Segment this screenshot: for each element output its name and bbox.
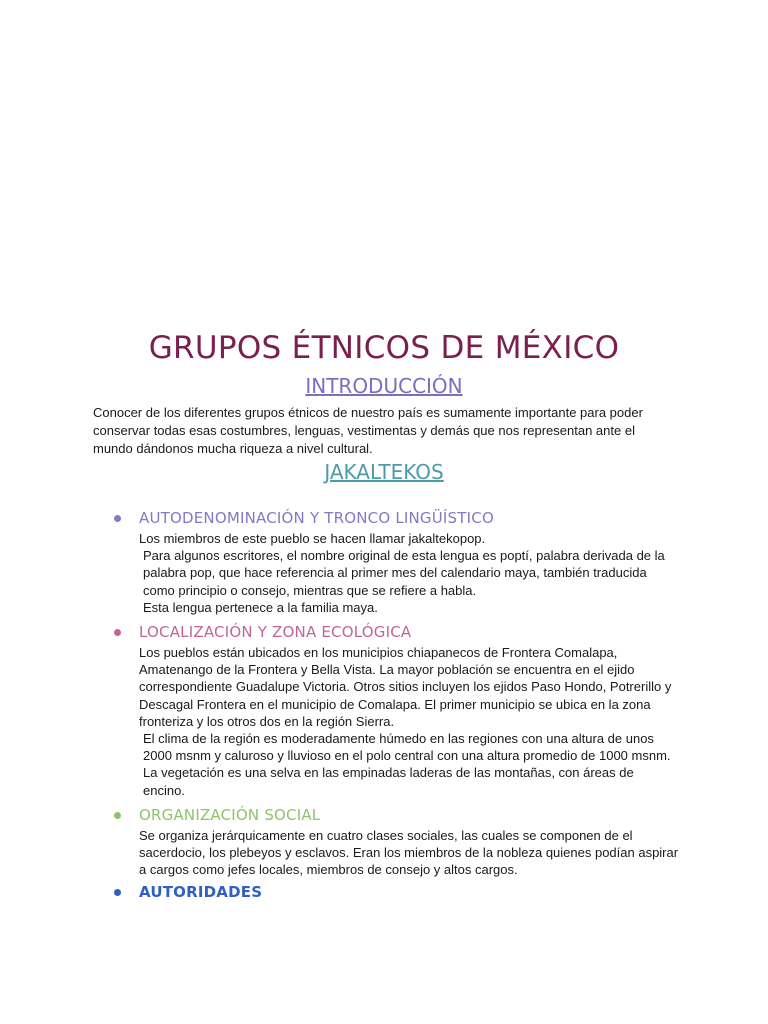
section-heading: JAKALTEKOS (324, 460, 444, 484)
item-paragraph: Esta lengua pertenece a la familia maya. (143, 599, 378, 615)
page-title: GRUPOS ÉTNICOS DE MÉXICO (148, 330, 620, 366)
item-body (139, 644, 679, 799)
item-title: ORGANIZACIÓN SOCIAL (139, 806, 321, 824)
item-title: LOCALIZACIÓN Y ZONA ECOLÓGICA (139, 623, 412, 641)
bullet-icon (114, 812, 121, 819)
intro-heading: INTRODUCCIÓN (305, 374, 463, 398)
intro-paragraph: Conocer de los diferentes grupos étnicos de nuestro país es sumamente importante para poder conservar todas esas costumbres, lenguas, vestimentas y demás que nos representan ante el mundo dándonos mucha riqueza a nivel cultural. (93, 405, 643, 456)
item-paragraph: Se organiza jerárquicamente en cuatro clases sociales, las cuales se componen de el sacerdocio, los plebeyos y esclavos. Eran los miembros de la nobleza quienes podían aspirar a cargos como jefes locales, miembros de consejo y altos cargos. (139, 828, 679, 878)
item-paragraph: Los pueblos están ubicados en los municipios chiapanecos de Frontera Comalapa, Amatenango de la Frontera y Bella Vista. La mayor población se encuentra en el ejido correspondiente Guadalupe Victoria. Otros sitios incluyen los ejidos Paso Hondo, Potrerillo y Descagal Frontera en el municipio de Comalapa. El primer municipio se ubica en la zona fronteriza y los otros dos en la región Sierra. (139, 645, 672, 729)
item-body (139, 827, 679, 879)
item-paragraph: Para algunos escritores, el nombre original de esta lengua es poptí, palabra derivada de la palabra pop, que hace referencia al primer mes del calendario maya, también traducida como principio o consejo, mientras que se refiere a habla. (143, 548, 665, 598)
bullet-icon (114, 515, 121, 522)
item-paragraph: El clima de la región es moderadamente húmedo en las regiones con una altura de unos 2000 msnm y caluroso y lluvioso en el polo central con una altura promedio de 1000 msnm. La vegetación es una selva en las empinadas laderas de las montañas, con áreas de encino. (143, 731, 671, 798)
item-title: AUTORIDADES (139, 883, 263, 901)
item-body (139, 530, 679, 616)
item-title: AUTODENOMINACIÓN Y TRONCO LINGÜÍSTICO (139, 509, 494, 527)
item-paragraph: Los miembros de este pueblo se hacen llamar jakaltekopop. (139, 531, 486, 546)
bullet-icon (114, 889, 121, 896)
bullet-icon (114, 629, 121, 636)
